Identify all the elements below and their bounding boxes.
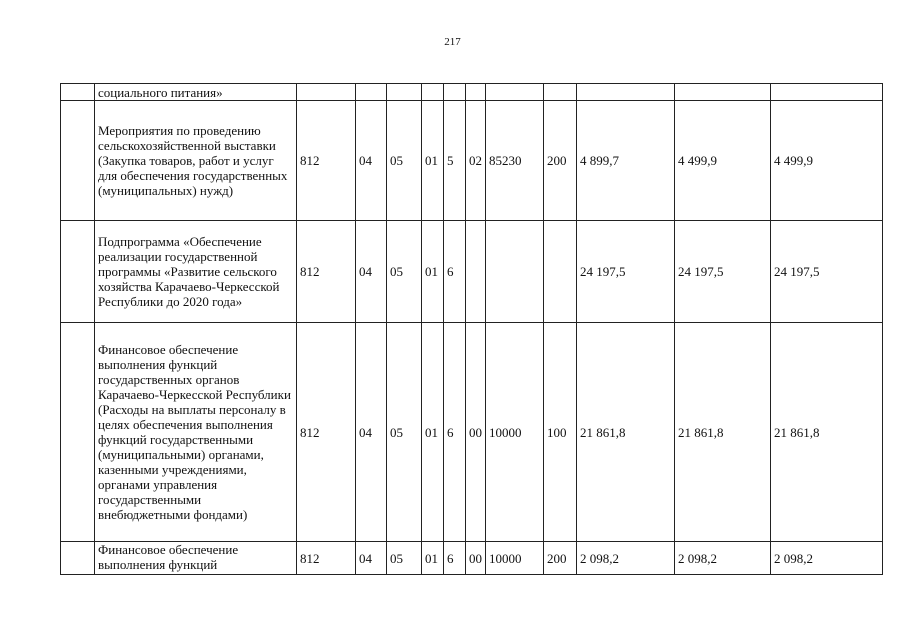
cell-amount-1: 21 861,8	[577, 323, 675, 542]
cell-main-activity: 00	[466, 323, 486, 542]
cell-subprogram: 5	[444, 101, 466, 221]
row-marker-cell	[61, 542, 95, 575]
table-row	[61, 323, 883, 542]
cell-amount-3: 21 861,8	[771, 323, 883, 542]
cell-subprogram: 6	[444, 542, 466, 575]
cell-direction: 10000	[486, 323, 544, 542]
budget-table	[60, 83, 883, 575]
cell-ministry: 812	[297, 323, 356, 542]
cell-expense-type: 100	[544, 323, 577, 542]
table-row	[61, 101, 883, 221]
cell-main-activity: 02	[466, 101, 486, 221]
cell-amount-2: 4 499,9	[675, 101, 771, 221]
cell-subsection: 05	[387, 101, 422, 221]
cell-main-activity	[466, 84, 486, 101]
cell-amount-2	[675, 84, 771, 101]
table-row	[61, 542, 883, 575]
row-name: социального питания»	[95, 84, 297, 101]
cell-section: 04	[356, 542, 387, 575]
page-number: 217	[444, 36, 461, 48]
cell-ministry: 812	[297, 221, 356, 323]
cell-subprogram: 6	[444, 323, 466, 542]
table-row	[61, 221, 883, 323]
cell-expense-type: 200	[544, 542, 577, 575]
row-name: Финансовое обеспечение выполнения функций государственных органов Карачаево-Черкесской Республики (Расходы на выплаты персоналу в целях обеспечения выполнения функций государственными (муниципальными) органами, казенными учреждениями, органами управления государственными внебюджетными фондами)	[95, 323, 297, 542]
cell-section: 04	[356, 221, 387, 323]
cell-amount-1: 2 098,2	[577, 542, 675, 575]
cell-amount-1: 24 197,5	[577, 221, 675, 323]
row-marker-cell	[61, 323, 95, 542]
cell-subsection: 05	[387, 542, 422, 575]
cell-direction	[486, 221, 544, 323]
cell-program: 01	[422, 542, 444, 575]
cell-expense-type	[544, 84, 577, 101]
cell-program	[422, 84, 444, 101]
cell-ministry: 812	[297, 542, 356, 575]
cell-direction: 10000	[486, 542, 544, 575]
cell-subprogram: 6	[444, 221, 466, 323]
cell-subsection	[387, 84, 422, 101]
cell-program: 01	[422, 101, 444, 221]
row-name: Мероприятия по проведению сельскохозяйственной выставки (Закупка товаров, работ и услуг для обеспечения государственных (муниципальных) нужд)	[95, 101, 297, 221]
cell-subsection: 05	[387, 323, 422, 542]
cell-section: 04	[356, 323, 387, 542]
cell-ministry	[297, 84, 356, 101]
cell-amount-2: 24 197,5	[675, 221, 771, 323]
cell-direction	[486, 84, 544, 101]
row-marker-cell	[61, 84, 95, 101]
row-marker-cell	[61, 221, 95, 323]
table-row	[61, 84, 883, 101]
cell-program: 01	[422, 221, 444, 323]
cell-amount-3	[771, 84, 883, 101]
cell-amount-2: 21 861,8	[675, 323, 771, 542]
cell-section: 04	[356, 101, 387, 221]
cell-section	[356, 84, 387, 101]
cell-amount-3: 4 499,9	[771, 101, 883, 221]
cell-subsection: 05	[387, 221, 422, 323]
cell-amount-1: 4 899,7	[577, 101, 675, 221]
cell-main-activity	[466, 221, 486, 323]
cell-expense-type: 200	[544, 101, 577, 221]
cell-amount-2: 2 098,2	[675, 542, 771, 575]
cell-amount-3: 24 197,5	[771, 221, 883, 323]
cell-subprogram	[444, 84, 466, 101]
cell-amount-1	[577, 84, 675, 101]
cell-program: 01	[422, 323, 444, 542]
cell-direction: 85230	[486, 101, 544, 221]
row-name: Подпрограмма «Обеспечение реализации государственной программы «Развитие сельского хозяйства Карачаево-Черкесской Республики до 2020 года»	[95, 221, 297, 323]
row-marker-cell	[61, 101, 95, 221]
cell-amount-3: 2 098,2	[771, 542, 883, 575]
cell-expense-type	[544, 221, 577, 323]
cell-main-activity: 00	[466, 542, 486, 575]
row-name: Финансовое обеспечение выполнения функций	[95, 542, 297, 575]
cell-ministry: 812	[297, 101, 356, 221]
